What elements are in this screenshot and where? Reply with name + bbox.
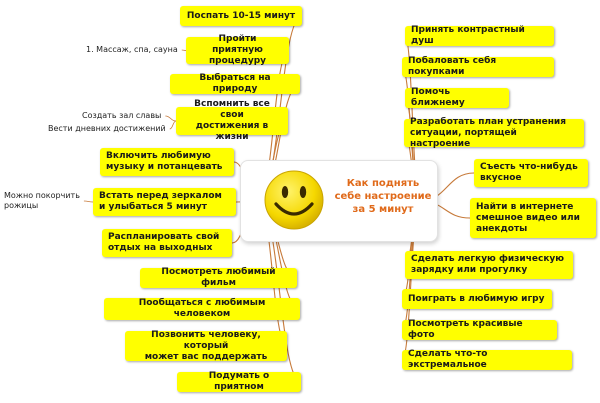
topic-r3[interactable]: Помочь ближнему	[405, 88, 509, 108]
topic-r4[interactable]: Разработать план устранения ситуации, портящей настроение	[404, 119, 584, 147]
note-faces: Можно покорчить рожицы	[4, 191, 80, 210]
topic-l3[interactable]: Выбраться на природу	[170, 74, 300, 94]
topic-r8[interactable]: Поиграть в любимую игру	[402, 289, 552, 309]
central-topic	[240, 160, 438, 242]
topic-r7[interactable]: Сделать легкую физическую зарядку или прогулку	[405, 251, 573, 279]
note-achievements-diary: Вести дневних достижений	[48, 124, 166, 133]
note-massage: 1. Массаж, спа, сауна	[86, 45, 178, 54]
topic-l10[interactable]: Позвонить человеку, который может вас поддержать	[125, 331, 287, 361]
connector-note-faces	[84, 201, 93, 202]
topic-r1[interactable]: Принять контрастный душ	[405, 26, 554, 46]
topic-l4[interactable]: Вспомнить все свои достижения в жизни	[176, 107, 288, 135]
topic-l2[interactable]: Пройти приятную процедуру	[186, 37, 289, 64]
topic-l9[interactable]: Пообщаться с любимым человеком	[104, 298, 300, 320]
topic-r5[interactable]: Съесть что-нибудь вкусное	[474, 159, 588, 187]
smiley-icon	[263, 169, 325, 231]
topic-r10[interactable]: Сделать что-то экстремальное	[402, 350, 572, 370]
topic-l7[interactable]: Распланировать свой отдых на выходных	[102, 229, 232, 257]
topic-l1[interactable]: Поспать 10-15 минут	[180, 6, 302, 26]
topic-l8[interactable]: Посмотреть любимый фильм	[140, 268, 297, 288]
topic-l5[interactable]: Включить любимую музыку и потанцевать	[100, 148, 234, 176]
topic-r9[interactable]: Посмотреть красивые фото	[402, 320, 557, 340]
topic-r6[interactable]: Найти в интернете смешное видео или анекдоты	[470, 198, 596, 238]
note-hall-of-fame: Создать зал славы	[82, 111, 162, 120]
topic-l6[interactable]: Встать перед зеркалом и улыбаться 5 минут	[93, 188, 236, 216]
connector-note-hall-of-fame	[165, 116, 176, 121]
topic-l11[interactable]: Подумать о приятном	[177, 372, 301, 392]
central-title: Как поднять себе настроение за 5 минут	[334, 178, 432, 215]
topic-r2[interactable]: Побаловать себя покупками	[402, 57, 554, 77]
